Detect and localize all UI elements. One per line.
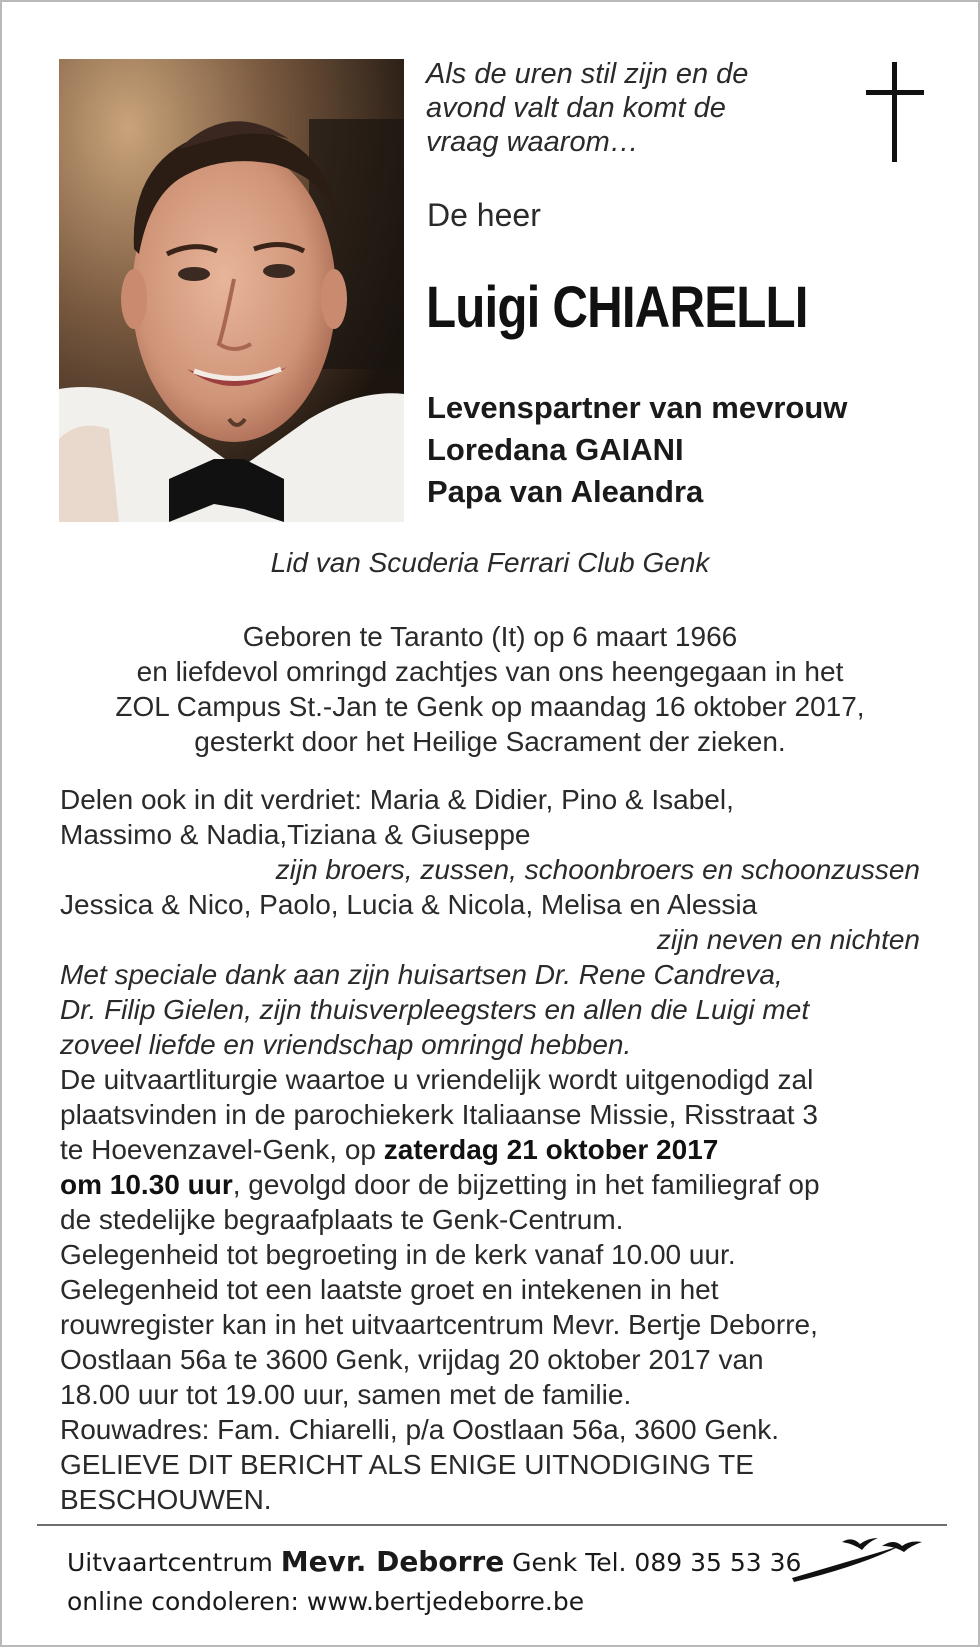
birth-line: gesterkt door het Heilige Sacrament der zieken. (194, 726, 786, 757)
details-line: 18.00 uur tot 19.00 uur, samen met de familie. (60, 1379, 632, 1410)
cross-icon (866, 62, 924, 162)
portrait-photo (59, 59, 404, 522)
funeral-time: om 10.30 uur (60, 1169, 233, 1200)
siblings-line: Massimo & Nadia,Tiziana & Giuseppe (60, 819, 531, 850)
siblings-line: Delen ook in dit verdriet: Maria & Didier, Pino & Isabel, (60, 784, 734, 815)
deceased-name: Luigi CHIARELLI (426, 275, 808, 340)
footer-phone: Tel. 089 35 53 36 (585, 1548, 802, 1577)
divider (37, 1524, 947, 1526)
relation-line: Levenspartner van mevrouw (427, 390, 848, 425)
notice-body (60, 782, 920, 1517)
details-line: BESCHOUWEN. (60, 1484, 272, 1515)
details-line: Rouwadres: Fam. Chiarelli, p/a Oostlaan 56a, 3600 Genk. (60, 1414, 780, 1445)
funeral-line (60, 1132, 920, 1167)
funeral-date: zaterdag 21 oktober 2017 (383, 1134, 719, 1165)
birth-line: en liefdevol omringd zachtjes van ons heengegaan in het (136, 656, 844, 687)
birth-line: Geboren te Taranto (It) op 6 maart 1966 (242, 621, 738, 652)
funeral-line: plaatsvinden in de parochiekerk Italiaanse Missie, Risstraat 3 (60, 1099, 818, 1130)
funeral-text: , gevolgd door de bijzetting in het familiegraf op (232, 1169, 820, 1200)
details-line: Gelegenheid tot begroeting in de kerk vanaf 10.00 uur. (60, 1239, 736, 1270)
footer-company-line (67, 1545, 801, 1578)
thanks-line: Met speciale dank aan zijn huisartsen Dr. Rene Candreva, (60, 959, 783, 990)
quote-line: avond valt dan komt de (426, 92, 726, 124)
funeral-text: te Hoevenzavel-Genk, op (60, 1134, 384, 1165)
footer-city: Genk (512, 1548, 578, 1577)
quote (426, 57, 846, 159)
honorific: De heer (427, 197, 541, 233)
relation-line: Papa van Aleandra (427, 474, 704, 509)
details-line: rouwregister kan in het uitvaartcentrum Mevr. Bertje Deborre, (60, 1309, 818, 1340)
birds-logo-icon (790, 1534, 925, 1584)
footer-online: online condoleren: www.bertjedeborre.be (67, 1587, 585, 1616)
birth-line: ZOL Campus St.-Jan te Genk op maandag 16 oktober 2017, (115, 691, 865, 722)
footer-company: Mevr. Deborre (280, 1545, 505, 1578)
siblings-label: zijn broers, zussen, schoonbroers en schoonzussen (275, 854, 920, 885)
funeral-line (60, 1167, 920, 1202)
funeral-line: de stedelijke begraafplaats te Genk-Centrum. (60, 1204, 624, 1235)
birth-death-info (2, 619, 978, 759)
thanks-line: zoveel liefde en vriendschap omringd hebben. (60, 1029, 632, 1060)
details-line: Gelegenheid tot een laatste groet en intekenen in het (60, 1274, 719, 1305)
funeral-line: De uitvaartliturgie waartoe u vriendelijk wordt uitgenodigd zal (60, 1064, 814, 1095)
club-membership: Lid van Scuderia Ferrari Club Genk (270, 547, 710, 578)
relations (427, 387, 847, 513)
details-line: Oostlaan 56a te 3600 Genk, vrijdag 20 oktober 2017 van (60, 1344, 764, 1375)
footer-prefix: Uitvaartcentrum (67, 1548, 273, 1577)
details-line: GELIEVE DIT BERICHT ALS ENIGE UITNODIGING TE (60, 1449, 754, 1480)
quote-line: vraag waarom… (426, 126, 639, 158)
thanks-line: Dr. Filip Gielen, zijn thuisverpleegsters en allen die Luigi met (60, 994, 810, 1025)
nephews-label: zijn neven en nichten (656, 924, 920, 955)
nephews-line: Jessica & Nico, Paolo, Lucia & Nicola, Melisa en Alessia (60, 889, 758, 920)
relation-line: Loredana GAIANI (427, 432, 684, 467)
quote-line: Als de uren stil zijn en de (426, 58, 749, 90)
